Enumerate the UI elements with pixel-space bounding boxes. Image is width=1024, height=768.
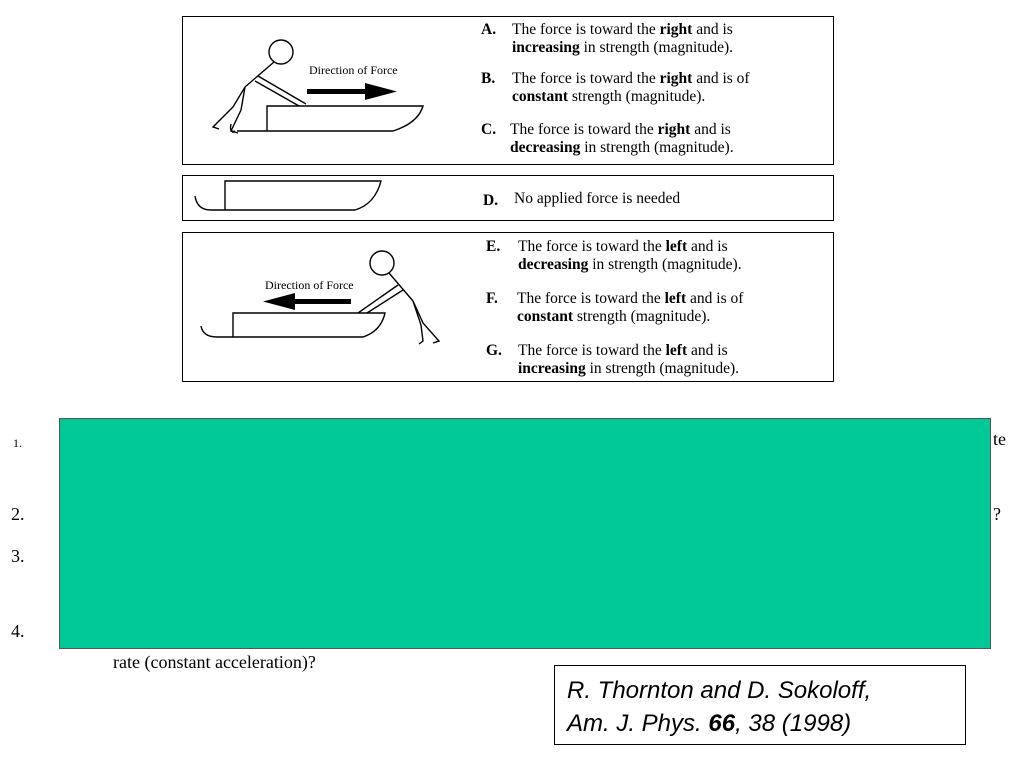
option-g: G. The force is toward the left and is increasing in strength (magnitude). [486,342,739,377]
citation-volume: 66 [708,710,736,737]
option-letter: G. [486,342,502,359]
person-leg-front [213,87,245,129]
question-number-1: 1. [13,436,22,450]
citation-line-2: Am. J. Phys. 66, 38 (1998) [567,710,852,737]
question-number-2: 2. [11,504,25,524]
option-letter: B. [481,70,496,87]
sled-body [201,313,385,337]
option-e: E. The force is toward the left and is decreasing in strength (magnitude). [486,238,742,273]
option-letter: A. [481,21,497,38]
person-head [370,251,394,275]
question-1-text-fragment: te [993,429,1006,449]
option-d: D. No applied force is needed [483,190,681,209]
option-a: A. The force is toward the right and is increasing in strength (magnitude). [481,21,733,56]
person-arm-lower [255,81,299,106]
question-4-last-line: rate (constant acceleration)? [113,652,316,672]
person-leg-back [231,87,245,133]
person-arm-upper [258,76,306,104]
person-head [269,40,293,64]
sled-body [237,106,423,131]
sled-body [195,181,381,210]
option-letter: F. [486,290,498,307]
option-f: F. The force is toward the left and is of constant strength (magnitude). [486,290,744,325]
sled-resting-figure [183,176,403,222]
option-letter: E. [486,238,501,255]
question-number-3: 3. [11,546,25,566]
arrow-left-icon [263,291,353,313]
question-number-4: 4. [11,621,25,641]
direction-of-force-label: Direction of Force [309,63,398,77]
option-letter: D. [483,192,499,209]
citation-line-1: R. Thornton and D. Sokoloff, [567,677,872,704]
person-leg-front [413,301,439,343]
option-c: C. The force is toward the right and is decreasing in strength (magnitude). [481,121,734,156]
citation-box [554,665,966,745]
person-leg-back [413,301,423,344]
panel-no-force [182,175,834,221]
option-letter: C. [481,121,497,138]
arrow-right-icon [307,81,399,103]
panel-force-left [182,232,834,382]
panel-force-right [182,16,834,165]
answer-cover-box [59,418,991,649]
question-2-text-fragment: ? [993,504,1001,524]
direction-of-force-label: Direction of Force [265,278,354,292]
option-b: B. The force is toward the right and is of constant strength (magnitude). [481,70,750,105]
person-arm-upper [358,285,398,313]
